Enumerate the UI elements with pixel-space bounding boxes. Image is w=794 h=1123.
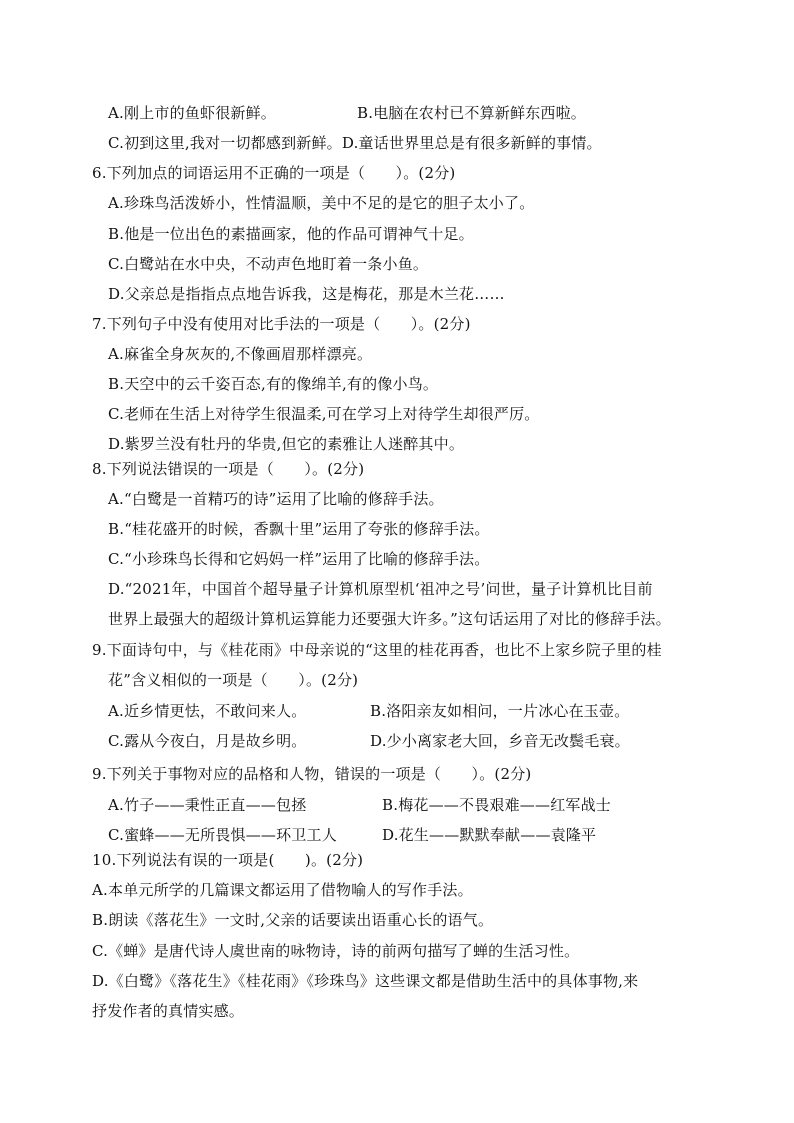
- q10-option-b: B.朗读《落花生》一文时,父亲的话要读出语重心长的语气。: [92, 911, 494, 929]
- q10-option-d-line2: 抒发作者的真情实感。: [92, 1002, 245, 1020]
- question-10: 10.下列说法有误的一项是( )。(2分): [92, 851, 364, 869]
- q9b-option-b: B.梅花——不畏艰难——红军战士: [382, 796, 611, 814]
- question-9a-line1: 9.下面诗句中，与《桂花雨》中母亲说的“这里的桂花再香，也比不上家乡院子里的桂: [92, 641, 662, 659]
- q9a-option-c: C.露从今夜白，月是故乡明。: [108, 732, 307, 750]
- q5-option-cd: C.初到这里,我对一切都感到新鲜。D.童话世界里总是有很多新鲜的事情。: [108, 134, 602, 152]
- question-8: 8.下列说法错误的一项是（ ）。(2分): [92, 460, 365, 478]
- q6-option-d: D.父亲总是指指点点地告诉我，这是梅花，那是木兰花……: [108, 285, 505, 303]
- q8-option-d-line2: 世界上最强大的超级计算机运算能力还要强大许多。”这句话运用了对比的修辞手法。: [108, 610, 671, 628]
- q6-option-b: B.他是一位出色的素描画家，他的作品可谓神气十足。: [108, 225, 474, 243]
- question-9b: 9.下列关于事物对应的品格和人物，错误的一项是（ ）。(2分): [92, 765, 532, 783]
- q6-option-a: A.珍珠鸟活泼娇小，性情温顺，美中不足的是它的胆子太小了。: [108, 194, 535, 212]
- q8-option-b: B.“桂花盛开的时候，香飘十里”运用了夸张的修辞手法。: [108, 520, 490, 538]
- q9b-option-c: C.蜜蜂——无所畏惧——环卫工人: [108, 826, 337, 844]
- q5-option-b: B.电脑在农村已不算新鲜东西啦。: [357, 104, 586, 122]
- q9b-option-a: A.竹子——秉性正直——包拯: [108, 796, 307, 814]
- q6-option-c: C.白鹭站在水中央，不动声色地盯着一条小鱼。: [108, 255, 429, 273]
- q10-option-a: A.本单元所学的几篇课文都运用了借物喻人的写作手法。: [92, 881, 473, 899]
- q10-option-c: C.《蝉》是唐代诗人虞世南的咏物诗，诗的前两句描写了蝉的生活习性。: [92, 942, 580, 960]
- q9a-option-d: D.少小离家老大回，乡音无改鬓毛衰。: [370, 732, 630, 750]
- q8-option-a: A.“白鹭是一首精巧的诗”运用了比喻的修辞手法。: [108, 490, 444, 508]
- q9a-option-b: B.洛阳亲友如相问，一片冰心在玉壶。: [370, 702, 630, 720]
- q5-option-a: A.刚上市的鱼虾很新鲜。: [108, 104, 277, 122]
- question-6: 6.下列加点的词语运用不正确的一项是（ ）。(2分): [92, 164, 456, 182]
- q7-option-b: B.天空中的云千姿百态,有的像绵羊,有的像小鸟。: [108, 375, 439, 393]
- q10-option-d-line1: D.《白鹭》《落花生》《桂花雨》《珍珠鸟》这些课文都是借助生活中的具体事物,来: [92, 972, 639, 990]
- q8-option-d-line1: D.“2021年，中国首个超导量子计算机原型机‘祖冲之号’问世，量子计算机比目前: [108, 580, 653, 598]
- question-7: 7.下列句子中没有使用对比手法的一项是（ ）。(2分): [92, 315, 471, 333]
- question-9a-line2: 花”含义相似的一项是（ ）。(2分): [108, 671, 359, 689]
- q7-option-d: D.紫罗兰没有牡丹的华贵,但它的素雅让人迷醉其中。: [108, 435, 465, 453]
- q9a-option-a: A.近乡情更怯，不敢问来人。: [108, 702, 307, 720]
- q7-option-c: C.老师在生活上对待学生很温柔,可在学习上对待学生却很严厉。: [108, 405, 540, 423]
- q9b-option-d: D.花生——默默奉献——袁隆平: [382, 826, 597, 844]
- q7-option-a: A.麻雀全身灰灰的,不像画眉那样漂亮。: [108, 345, 373, 363]
- q8-option-c: C.“小珍珠鸟长得和它妈妈一样”运用了比喻的修辞手法。: [108, 550, 490, 568]
